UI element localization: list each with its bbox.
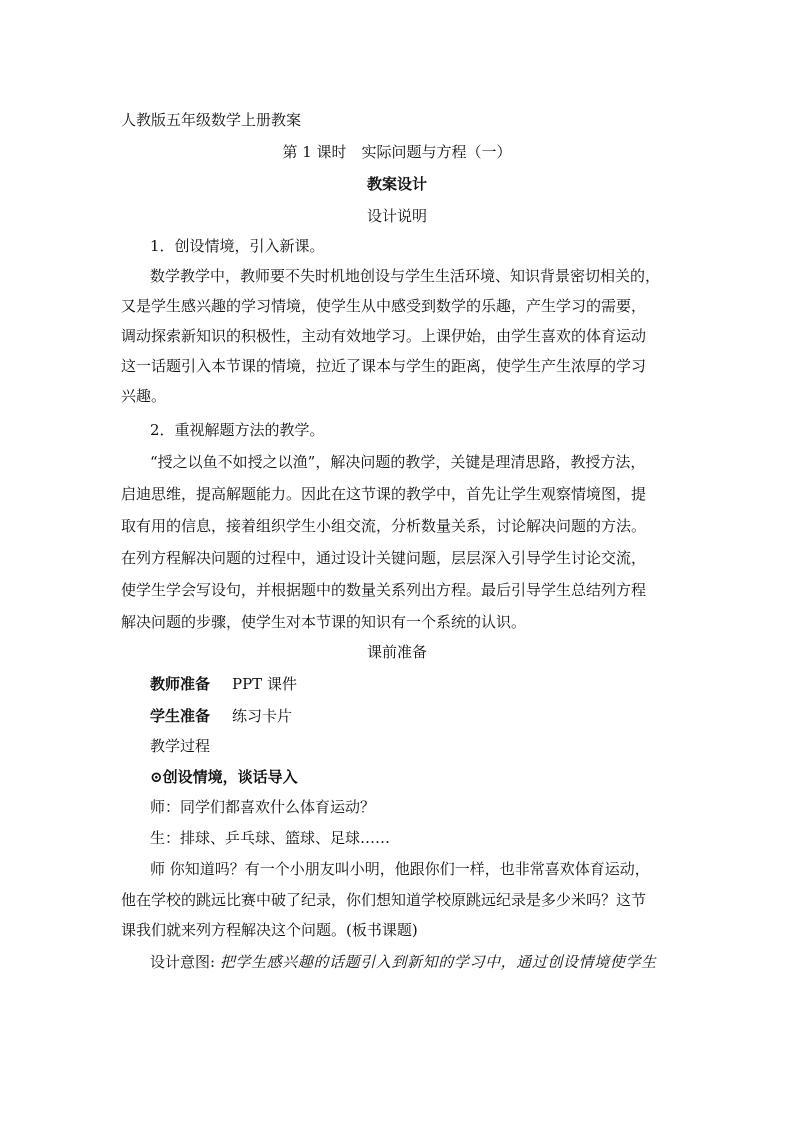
student-prep-row xyxy=(150,706,292,726)
point2-line-1: “授之以鱼不如授之以渔”，解决问题的教学，关键是理清思路，教授方法， xyxy=(150,453,646,471)
student-prep-value: 练习卡片 xyxy=(232,707,293,725)
point2-line-5: 使学生学会写设句，并根据题中的数量关系列出方程。最后引导学生总结列方程 xyxy=(121,581,647,599)
point1-title: 1．创设情境，引入新课。 xyxy=(150,237,325,255)
dialog-teacher-2-line-2: 他在学校的跳远比赛中破了纪录，你们想知道学校原跳远纪录是多少米吗？这节 xyxy=(121,891,647,909)
section-prep-heading: 课前准备 xyxy=(366,643,427,661)
point2-title: 2．重视解题方法的教学。 xyxy=(150,421,325,439)
dialog-student-1: 生：排球、乒乓球、篮球、足球…… xyxy=(150,829,391,847)
section-explain-heading: 设计说明 xyxy=(366,207,427,225)
design-intent-label: 设计意图: xyxy=(150,953,216,971)
point1-line-3: 调动探索新知识的积极性，主动有效地学习。上课伊始，由学生喜欢的体育运动 xyxy=(121,327,647,345)
dialog-teacher-2-line-3: 课我们就来列方程解决这个问题。(板书课题) xyxy=(121,921,418,939)
design-intent-row xyxy=(150,952,657,972)
dialog-teacher-2-line-1: 师 你知道吗？有一个小朋友叫小明，他跟你们一样，也非常喜欢体育运动， xyxy=(150,860,650,878)
point1-line-2: 又是学生感兴趣的学习情境，使学生从中感受到数学的乐趣，产生学习的需要， xyxy=(121,297,647,315)
point2-line-4: 在列方程解决问题的过程中，通过设计关键问题，层层深入引导学生讨论交流， xyxy=(121,549,647,567)
teacher-prep-row xyxy=(150,674,297,694)
step1-title: ⊙创设情境，谈话导入 xyxy=(150,768,298,786)
point1-line-4: 这一话题引入本节课的情境，拉近了课本与学生的距离，使学生产生浓厚的学习 xyxy=(121,357,647,375)
point2-line-3: 取有用的信息，接着组织学生小组交流，分析数量关系，讨论解决问题的方法。 xyxy=(121,517,647,535)
teacher-prep-label: 教师准备 xyxy=(150,675,211,693)
section-design-heading: 教案设计 xyxy=(366,175,427,193)
process-title: 教学过程 xyxy=(150,737,211,755)
dialog-teacher-1: 师：同学们都喜欢什么体育运动？ xyxy=(150,798,376,816)
header-title: 人教版五年级数学上册教案 xyxy=(121,111,302,129)
lesson-title: 第 1 课时 实际问题与方程（一） xyxy=(282,143,512,161)
design-intent-text: 把学生感兴趣的话题引入到新知的学习中，通过创设情境使学生 xyxy=(219,953,657,971)
point2-line-2: 启迪思维，提高解题能力。因此在这节课的教学中，首先让学生观察情境图，提 xyxy=(121,485,647,503)
point1-line-1: 数学教学中，教师要不失时机地创设与学生生活环境、知识背景密切相关的， xyxy=(150,267,661,285)
point2-line-6: 解决问题的步骤，使学生对本节课的知识有一个系统的认识。 xyxy=(121,613,527,631)
teacher-prep-value: PPT 课件 xyxy=(232,675,297,693)
point1-line-5: 兴趣。 xyxy=(121,387,167,405)
student-prep-label: 学生准备 xyxy=(150,707,211,725)
